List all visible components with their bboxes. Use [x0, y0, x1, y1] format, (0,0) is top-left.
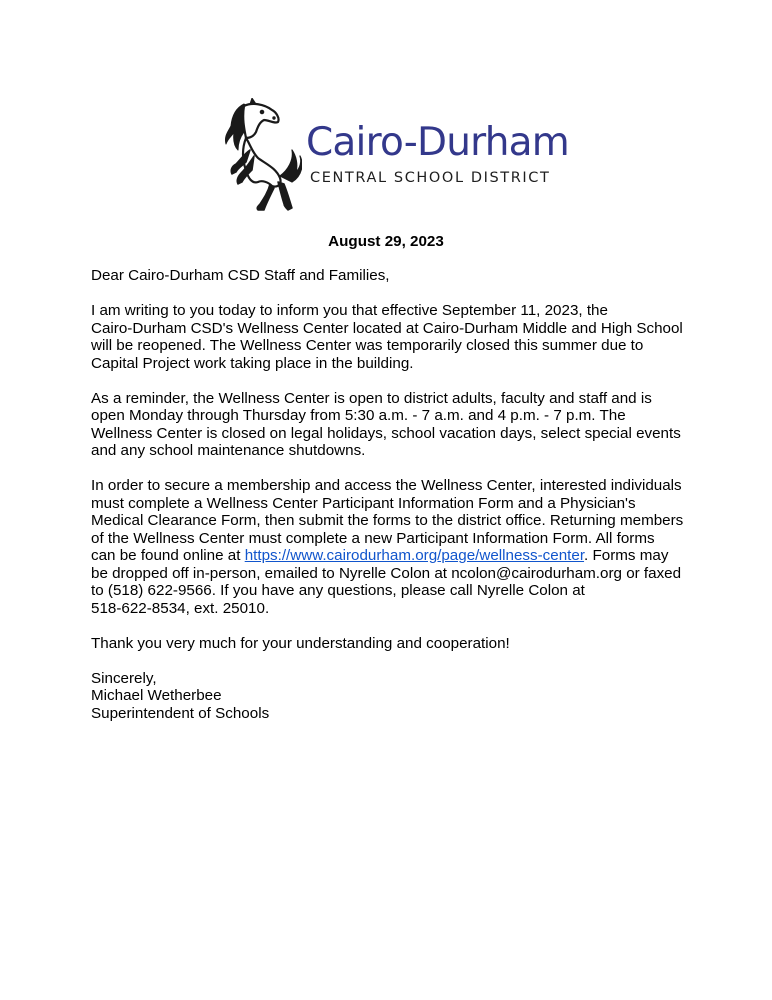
paragraph-reopening: [91, 302, 701, 372]
paragraph-line: to (518) 622-9566. If you have any questions, please call Nyrelle Colon at: [91, 582, 585, 599]
signer-title: Superintendent of Schools: [91, 704, 270, 722]
paragraph-line: will be reopened. The Wellness Center was temporarily closed this summer due to: [91, 337, 644, 354]
paragraph-line: and any school maintenance shutdowns.: [91, 442, 366, 459]
paragraph-line: must complete a Wellness Center Participant Information Form and a Physician's: [91, 494, 636, 512]
paragraph-line: of the Wellness Center must complete a new Participant Information Form. All forms: [91, 529, 655, 547]
letter-date: August 29, 2023: [328, 233, 444, 250]
paragraph-line: open Monday through Thursday from 5:30 a.m. - 7 a.m. and 4 p.m. - 7 p.m. The: [91, 407, 626, 424]
district-logo: [214, 98, 569, 214]
salutation: Dear Cairo-Durham CSD Staff and Families,: [91, 267, 390, 284]
thanks-line: Thank you very much for your understanding and cooperation!: [91, 634, 510, 652]
paragraph-line-with-link: [91, 547, 701, 565]
link-suffix: . Forms may: [584, 547, 669, 564]
paragraph-line: In order to secure a membership and access the Wellness Center, interested individuals: [91, 477, 682, 494]
paragraph-line: Capital Project work taking place in the building.: [91, 354, 414, 372]
signoff: Sincerely,: [91, 669, 157, 687]
wellness-center-link[interactable]: https://www.cairodurham.org/page/wellness-center: [244, 547, 585, 564]
paragraph-line: Medical Clearance Form, then submit the forms to the district office. Returning members: [91, 512, 684, 529]
logo-district-name: Cairo-Durham: [306, 120, 569, 165]
mustang-horse-icon: [214, 98, 302, 212]
letter-body: [91, 267, 701, 740]
paragraph-membership: [91, 477, 701, 617]
signature-block: [91, 670, 701, 723]
paragraph-line: Cairo-Durham CSD's Wellness Center located at Cairo-Durham Middle and High School: [91, 319, 683, 337]
signer-name: Michael Wetherbee: [91, 687, 222, 704]
paragraph-line: 518-622-8534, ext. 25010.: [91, 599, 270, 617]
paragraph-hours: [91, 390, 701, 460]
paragraph-line: be dropped off in-person, emailed to Nyrelle Colon at ncolon@cairodurham.org or faxed: [91, 564, 682, 582]
logo-district-subtitle: CENTRAL SCHOOL DISTRICT: [310, 170, 551, 186]
paragraph-line: I am writing to you today to inform you that effective September 11, 2023, the: [91, 302, 608, 319]
paragraph-line: Wellness Center is closed on legal holidays, school vacation days, select special events: [91, 424, 681, 442]
link-prefix: can be found online at: [91, 547, 245, 564]
paragraph-line: As a reminder, the Wellness Center is open to district adults, faculty and staff and is: [91, 389, 652, 407]
